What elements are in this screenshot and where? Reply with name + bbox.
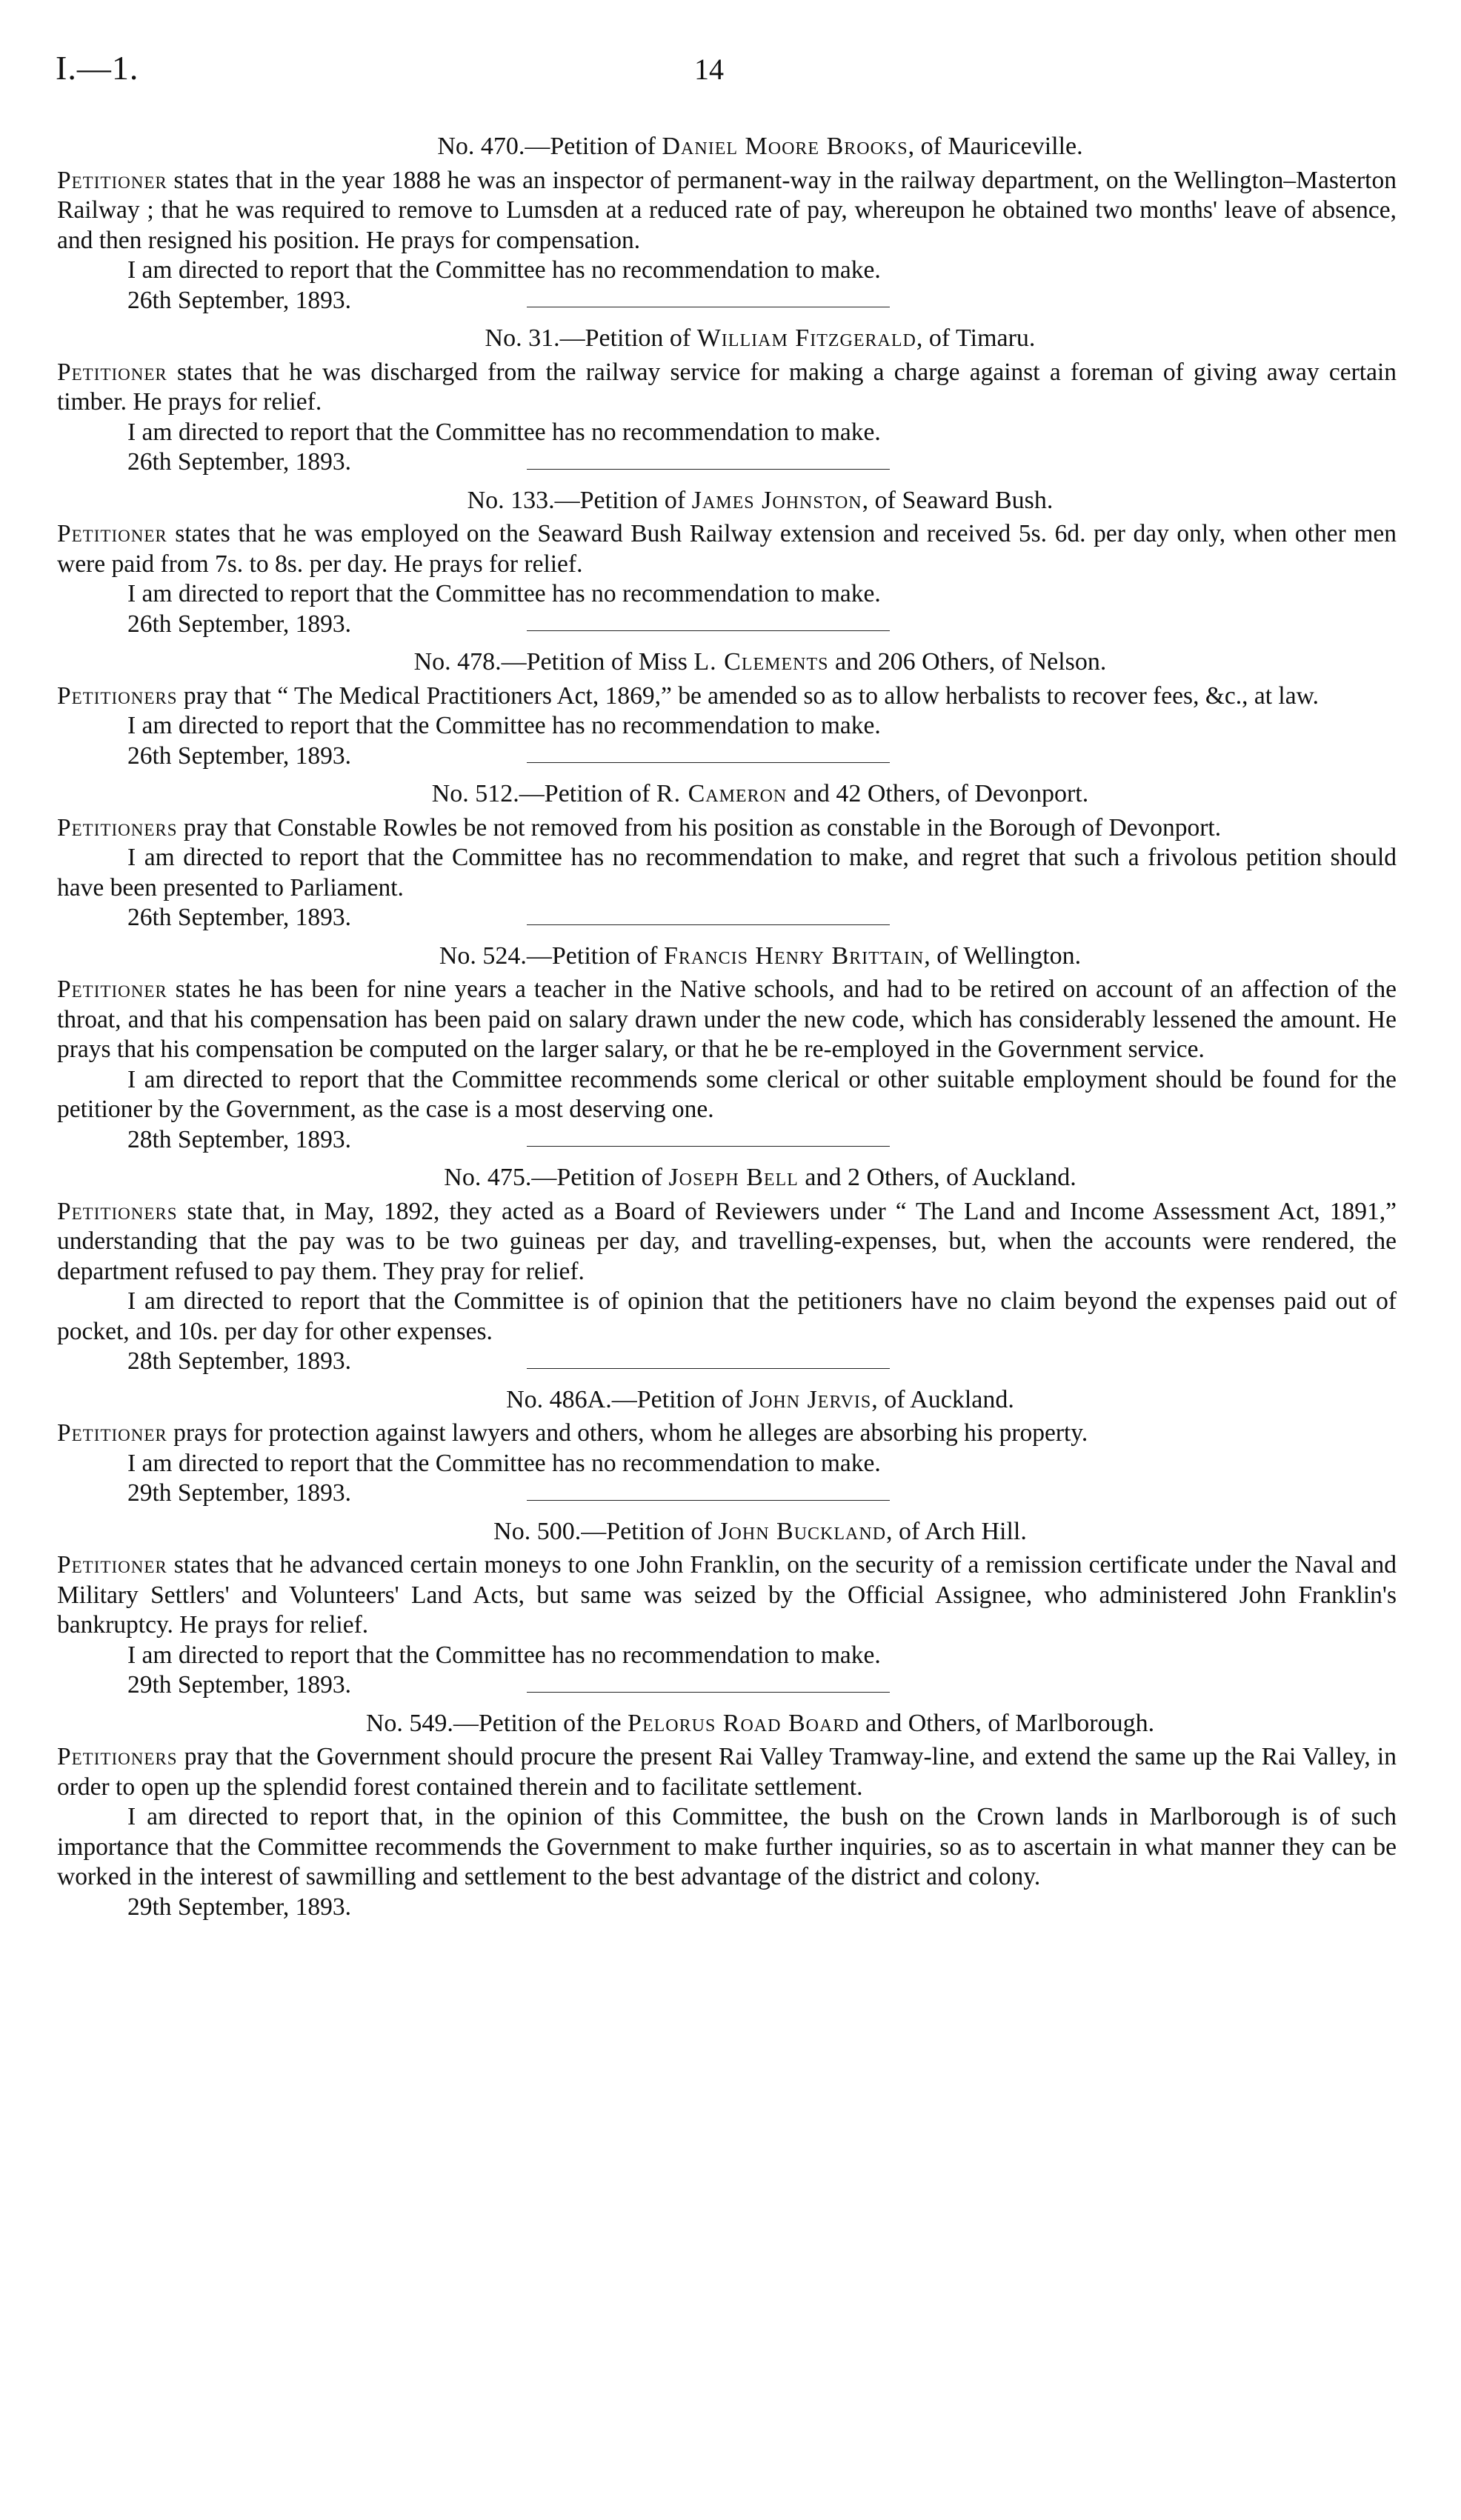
report-date: 26th September, 1893. <box>127 904 351 931</box>
petition-body: Petitioner states that he advanced certain moneys to one John Franklin, on the security of a remission certificate under the Naval and Military Settlers' and Volunteers' Land Acts, but same was seized by the Official Assignee, who administered John Franklin's bankruptcy. He prays for relief. <box>57 1551 1397 1639</box>
petition-body: Petitioner states he has been for nine years a teacher in the Native schools, and had to be retired on account of an affection of the throat, and that his compensation has been paid on salary drawn under the new code, which has considerably lessened the amount. He prays that his compensation be computed on the larger salary, or that he be re-employed in the Government service. <box>57 976 1397 1063</box>
petition-133 <box>57 486 1397 638</box>
petition-heading: No. 31.—Petition of William Fitzgerald, of Timaru. <box>485 324 1036 352</box>
petitioner-name: Daniel Moore Brooks <box>662 133 908 160</box>
petition-body: Petitioner states that in the year 1888 he was an inspector of permanent-way in the railway department, on the Wellington–Masterton Railway ; that he was required to remove to Lumsden at a reduced rate of pay, whereupon he obtained two months' leave of absence, and then resigned his position. He prays for compensation. <box>57 166 1397 254</box>
petitioner-name: Pelorus Road Board <box>628 1709 859 1737</box>
committee-report: I am directed to report that the Committee has no recommendation to make. <box>127 712 881 739</box>
petitioner-name: L. Clements <box>693 648 829 676</box>
section-divider <box>527 1692 890 1693</box>
committee-report: I am directed to report that the Committee has no recommendation to make. <box>127 1449 881 1477</box>
petition-body: Petitioner prays for protection against lawyers and others, whom he alleges are absorbing his property. <box>57 1419 1088 1447</box>
committee-report: I am directed to report that, in the opinion of this Committee, the bush on the Crown lands in Marlborough is of such importance that the Committee recommends the Government to make further inquiries, so as to ascertain in what manner they can be worked in the interest of sawmilling and settlement to the best advantage of the district and colony. <box>57 1803 1397 1890</box>
report-date: 29th September, 1893. <box>127 1893 351 1921</box>
section-divider <box>527 1500 890 1501</box>
petition-body: Petitioners pray that the Government should procure the present Rai Valley Tramway-line, and extend the same up the Rai Valley, in order to open up the splendid forest contained therein and to facilitate settlement. <box>57 1743 1397 1801</box>
petition-486a <box>57 1385 1397 1507</box>
petition-body: Petitioner states that he was employed on the Seaward Bush Railway extension and received 5s. 6d. per day only, when other men were paid from 7s. to 8s. per day. He prays for relief. <box>57 520 1397 578</box>
petition-549 <box>57 1709 1397 1923</box>
petitioner-name: R. Cameron <box>656 780 788 807</box>
section-divider <box>527 1368 890 1369</box>
petition-524 <box>57 941 1397 1153</box>
report-date: 26th September, 1893. <box>127 448 351 476</box>
report-date: 26th September, 1893. <box>127 286 351 314</box>
petition-470 <box>57 132 1397 314</box>
committee-report: I am directed to report that the Committee has no recommendation to make, and regret that such a frivolous petition should have been presented to Parliament. <box>57 844 1397 901</box>
petitions-list <box>57 132 1397 1922</box>
page-reference: I.—1. <box>56 49 139 87</box>
petition-heading: No. 478.—Petition of Miss L. Clements and 206 Others, of Nelson. <box>413 648 1107 676</box>
petitioner-name: Joseph Bell <box>668 1164 799 1191</box>
section-divider <box>527 630 890 631</box>
committee-report: I am directed to report that the Committee has no recommendation to make. <box>127 1641 881 1669</box>
petition-heading: No. 512.—Petition of R. Cameron and 42 Others, of Devonport. <box>431 780 1089 807</box>
section-divider <box>527 1146 890 1147</box>
report-date: 29th September, 1893. <box>127 1671 351 1699</box>
section-divider <box>527 469 890 470</box>
committee-report: I am directed to report that the Committee has no recommendation to make. <box>127 418 881 446</box>
petitioner-name: John Jervis <box>748 1385 872 1413</box>
petition-body: Petitioners state that, in May, 1892, they acted as a Board of Reviewers under “ The Land and Income Assessment Act, 1891,” understanding that the pay was to be two guineas per day, and travelling-expenses, but, when the accounts were rendered, the department refused to pay them. They pray for relief. <box>57 1197 1397 1285</box>
petition-body: Petitioners pray that Constable Rowles be not removed from his position as constable in the Borough of Devonport. <box>57 813 1222 841</box>
petition-478 <box>57 647 1397 770</box>
petition-500 <box>57 1517 1397 1699</box>
petitioner-name: William Fitzgerald <box>696 324 916 352</box>
petitioner-name: Francis Henry Brittain <box>663 941 925 970</box>
petition-heading: No. 486A.—Petition of John Jervis, of Auckland. <box>506 1385 1014 1413</box>
petition-475 <box>57 1163 1397 1375</box>
report-date: 29th September, 1893. <box>127 1479 351 1507</box>
petitioner-name: James Johnston <box>691 486 862 514</box>
petition-heading: No. 549.—Petition of the Pelorus Road Board and Others, of Marlborough. <box>365 1709 1155 1737</box>
petition-heading: No. 475.—Petition of Joseph Bell and 2 Others, of Auckland. <box>444 1164 1076 1191</box>
committee-report: I am directed to report that the Committee recommends some clerical or other suitable employment should be found for the petitioner by the Government, as the case is a most deserving one. <box>57 1065 1397 1123</box>
report-date: 28th September, 1893. <box>127 1347 351 1375</box>
committee-report: I am directed to report that the Committee is of opinion that the petitioners have no claim beyond the expenses paid out of pocket, and 10s. per day for other expenses. <box>57 1287 1397 1345</box>
committee-report: I am directed to report that the Committee has no recommendation to make. <box>127 580 881 607</box>
petition-512 <box>57 779 1397 931</box>
page-number: 14 <box>694 53 724 86</box>
petitioner-name: John Buckland <box>718 1517 887 1545</box>
report-date: 28th September, 1893. <box>127 1125 351 1153</box>
petition-heading: No. 500.—Petition of John Buckland, of Arch Hill. <box>493 1517 1027 1545</box>
report-date: 26th September, 1893. <box>127 610 351 638</box>
petition-heading: No. 524.—Petition of Francis Henry Brittain, of Wellington. <box>439 941 1082 970</box>
petition-body: Petitioners pray that “ The Medical Practitioners Act, 1869,” be amended so as to allow herbalists to recover fees, &c., at law. <box>57 681 1319 710</box>
committee-report: I am directed to report that the Committee has no recommendation to make. <box>127 256 881 284</box>
petition-heading: No. 133.—Petition of James Johnston, of Seaward Bush. <box>467 486 1054 514</box>
report-date: 26th September, 1893. <box>127 741 351 770</box>
petition-31 <box>57 324 1397 476</box>
section-divider <box>527 924 890 925</box>
section-divider <box>527 762 890 763</box>
petition-body: Petitioner states that he was discharged from the railway service for making a charge against a foreman of giving away certain timber. He prays for relief. <box>57 358 1397 416</box>
petition-heading: No. 470.—Petition of Daniel Moore Brooks, of Mauriceville. <box>437 133 1083 160</box>
